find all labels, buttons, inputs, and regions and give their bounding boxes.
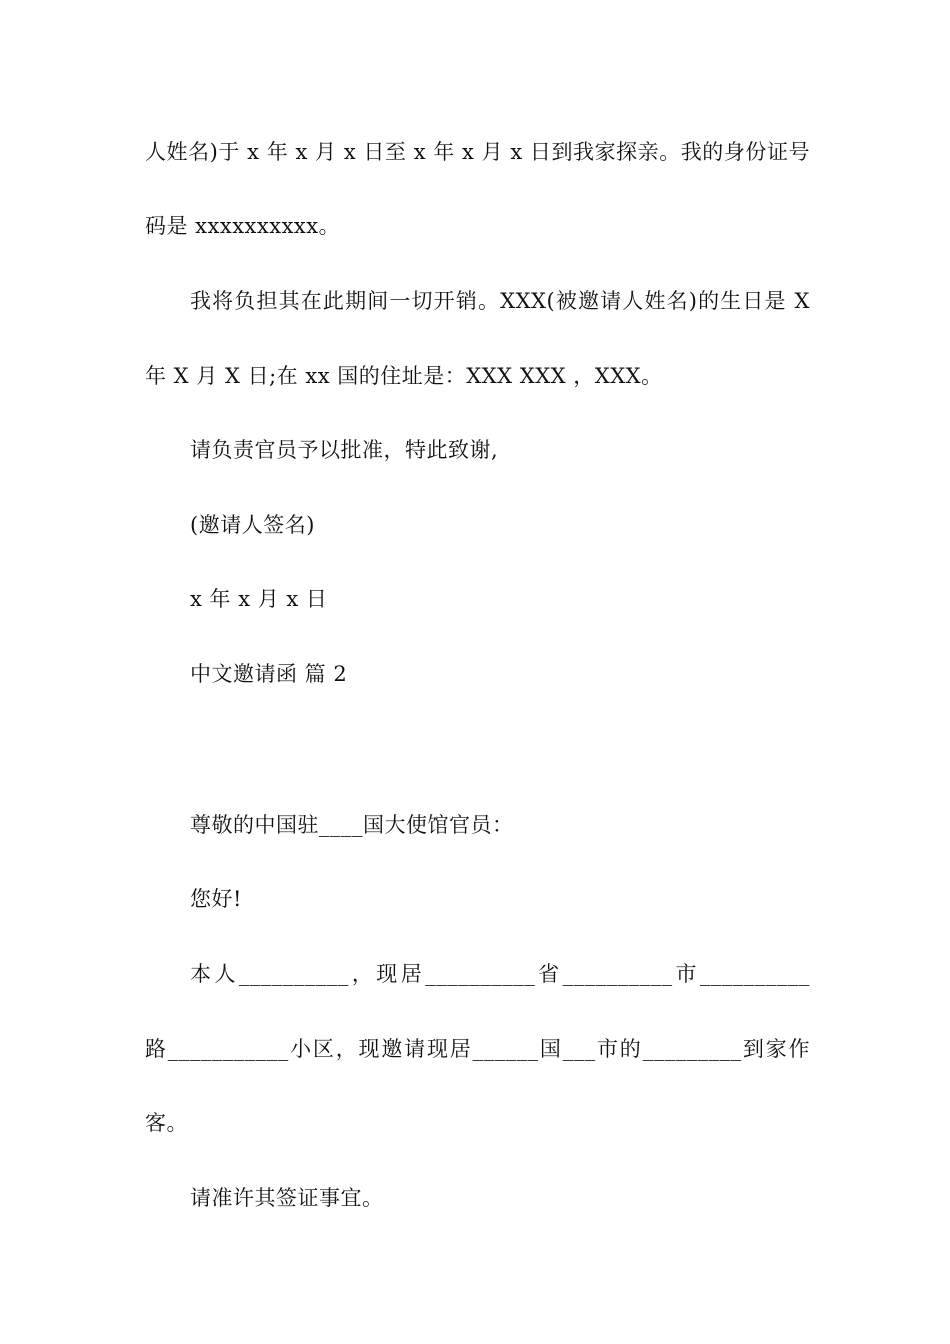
signature-placeholder: (邀请人签名) bbox=[190, 513, 315, 537]
paragraph-line-1: 人姓名)于 x 年 x 月 x 日至 x 年 x 月 x 日到我家探亲。我的身份证号 bbox=[145, 140, 810, 164]
date-line: x 年 x 月 x 日 bbox=[190, 587, 328, 611]
visa-request-line: 请准许其签证事宜。 bbox=[190, 1186, 384, 1210]
paragraph-line-12: 路___________小区，现邀请现居______国___市的_________到家作 bbox=[145, 1037, 810, 1061]
paragraph-line-13: 客。 bbox=[145, 1111, 188, 1135]
paragraph-line-2: 码是 xxxxxxxxxx。 bbox=[145, 214, 341, 238]
paragraph-line-3: 我将负担其在此期间一切开销。XXX(被邀请人姓名)的生日是 X bbox=[190, 289, 810, 313]
closing-request: 请负责官员予以批准，特此致谢, bbox=[190, 438, 499, 462]
paragraph-line-11: 本人__________，现居__________省__________市__________ bbox=[190, 962, 810, 986]
paragraph-line-4: 年 X 月 X 日;在 xx 国的住址是：XXX XXX ，XXX。 bbox=[145, 364, 663, 388]
salutation: 尊敬的中国驻____国大使馆官员： bbox=[190, 813, 514, 837]
greeting: 您好! bbox=[190, 887, 242, 911]
section-heading: 中文邀请函 篇 2 bbox=[190, 662, 348, 686]
